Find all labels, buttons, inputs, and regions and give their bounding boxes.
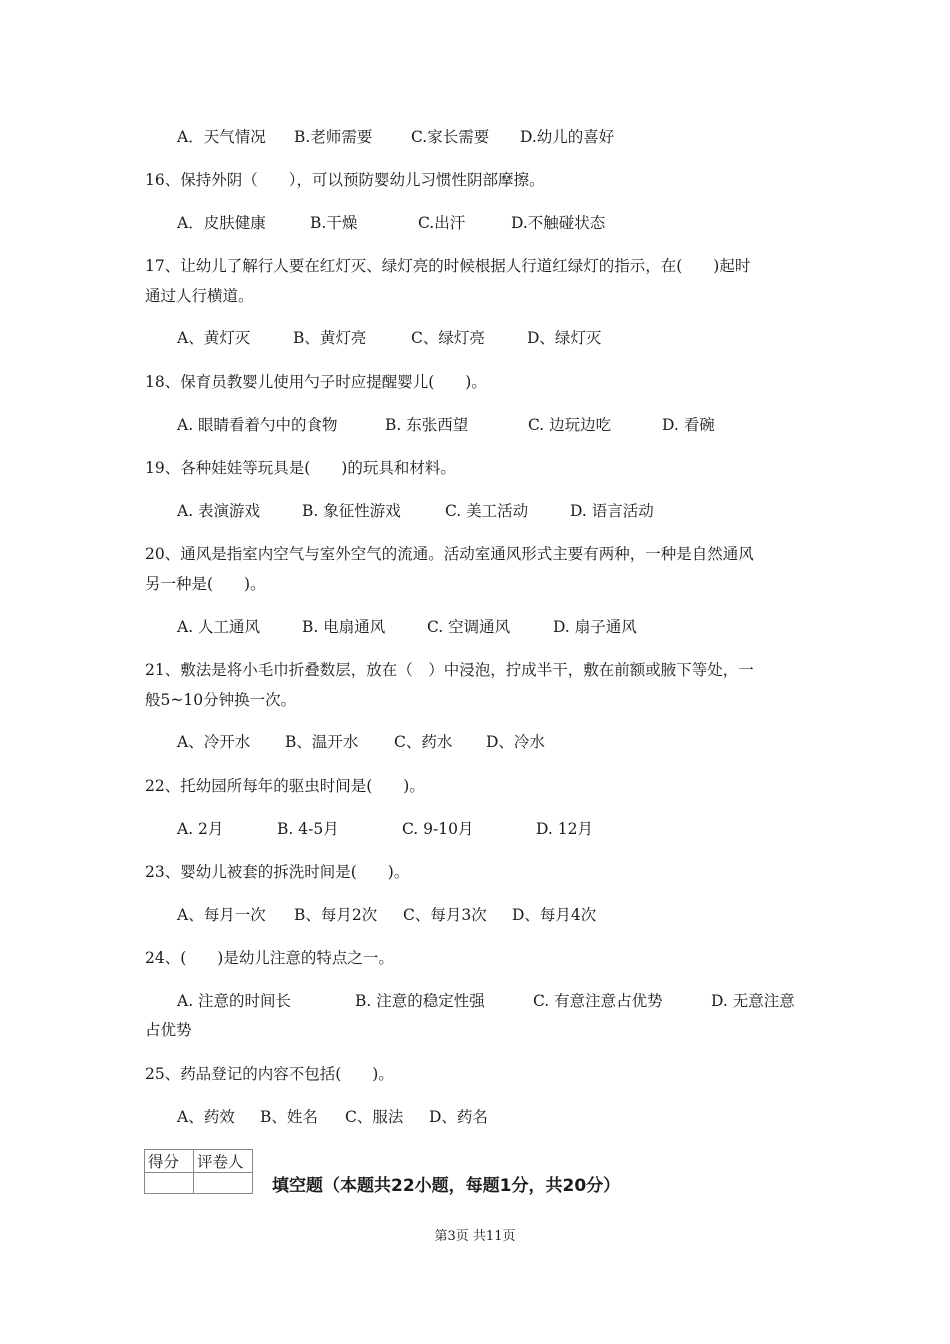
score-header: 得分	[145, 1150, 194, 1173]
question-21-cont: 般5~10分钟换一次。	[145, 691, 297, 709]
q19-options	[177, 501, 654, 521]
option: A、药效	[177, 1108, 235, 1126]
option: D、药名	[429, 1108, 488, 1126]
option: A．天气情况	[177, 128, 266, 146]
question-24: 24、( )是幼儿注意的特点之一。	[145, 949, 394, 967]
q21-options	[177, 732, 545, 752]
option: A. 眼睛看着勺中的食物	[177, 416, 338, 434]
option: A. 2月	[177, 820, 224, 838]
option: D. 看碗	[662, 416, 715, 434]
question-18: 18、保育员教婴儿使用勺子时应提醒婴儿( )。	[145, 373, 487, 391]
q20-options	[177, 617, 637, 637]
option: B.干燥	[310, 214, 358, 232]
q25-options	[177, 1107, 488, 1127]
option: B、黄灯亮	[293, 329, 367, 347]
option: D、绿灯灭	[527, 329, 602, 347]
option: D.不触碰状态	[511, 214, 606, 232]
option: D. 扇子通风	[553, 618, 637, 636]
option: B、温开水	[285, 733, 359, 751]
option: C、服法	[345, 1108, 404, 1126]
option: B. 东张西望	[385, 416, 469, 434]
option: D. 语言活动	[570, 502, 654, 520]
question-20-cont: 另一种是( )。	[145, 575, 266, 593]
option: B. 4-5月	[277, 820, 339, 838]
question-21: 21、敷法是将小毛巾折叠数层，放在（ ）中浸泡，拧成半干，敷在前额或腋下等处，一	[145, 661, 754, 679]
option: C. 边玩边吃	[528, 416, 612, 434]
question-25: 25、药品登记的内容不包括( )。	[145, 1065, 394, 1083]
option: C. 9-10月	[402, 820, 474, 838]
question-16: 16、保持外阴（ ），可以预防婴幼儿习惯性阴部摩擦。	[145, 171, 545, 189]
option: A、每月一次	[177, 906, 266, 924]
grader-header: 评卷人	[194, 1150, 253, 1173]
page-footer: 第3页 共11页	[434, 1229, 516, 1244]
q18-options	[177, 415, 715, 435]
q17-options	[177, 328, 601, 348]
section-title: 填空题（本题共22小题，每题1分，共20分）	[272, 1176, 621, 1196]
option: A. 人工通风	[177, 618, 261, 636]
question-17: 17、让幼儿了解行人要在红灯灭、绿灯亮的时候根据人行道红绿灯的指示，在( )起时	[145, 257, 751, 275]
option: C.出汗	[418, 214, 466, 232]
q16-options	[177, 213, 605, 233]
option: C、绿灯亮	[411, 329, 485, 347]
score-cell	[145, 1173, 194, 1194]
option: C. 有意注意占优势	[533, 992, 663, 1010]
q24-option-wrap: 占优势	[145, 1021, 192, 1039]
score-table	[144, 1149, 253, 1194]
q24-options	[177, 991, 795, 1011]
option: D. 12月	[536, 820, 593, 838]
option: C. 美工活动	[445, 502, 529, 520]
option: A. 注意的时间长	[177, 992, 292, 1010]
question-19: 19、各种娃娃等玩具是( )的玩具和材料。	[145, 459, 456, 477]
q22-options	[177, 819, 593, 839]
question-23: 23、婴幼儿被套的拆洗时间是( )。	[145, 863, 410, 881]
option: D.幼儿的喜好	[520, 128, 615, 146]
option: A、冷开水	[177, 733, 251, 751]
option: C.家长需要	[411, 128, 490, 146]
option: A．皮肤健康	[177, 214, 266, 232]
option: D、每月4次	[512, 906, 597, 924]
option: D. 无意注意	[711, 992, 795, 1010]
grader-cell	[194, 1173, 253, 1194]
option: B、每月2次	[294, 906, 378, 924]
option: B. 注意的稳定性强	[355, 992, 485, 1010]
option: B. 电扇通风	[302, 618, 386, 636]
question-17-cont: 通过人行横道。	[145, 287, 254, 305]
option: B.老师需要	[294, 128, 373, 146]
q23-options	[177, 905, 596, 925]
option: C. 空调通风	[427, 618, 511, 636]
option: B. 象征性游戏	[302, 502, 401, 520]
option: A. 表演游戏	[177, 502, 261, 520]
option: C、药水	[394, 733, 453, 751]
question-20: 20、通风是指室内空气与室外空气的流通。活动室通风形式主要有两种，一种是自然通风	[145, 545, 754, 563]
q15-options	[177, 127, 614, 147]
question-22: 22、托幼园所每年的驱虫时间是( )。	[145, 777, 425, 795]
option: A、黄灯灭	[177, 329, 251, 347]
option: C、每月3次	[403, 906, 487, 924]
option: B、姓名	[260, 1108, 318, 1126]
option: D、冷水	[486, 733, 545, 751]
